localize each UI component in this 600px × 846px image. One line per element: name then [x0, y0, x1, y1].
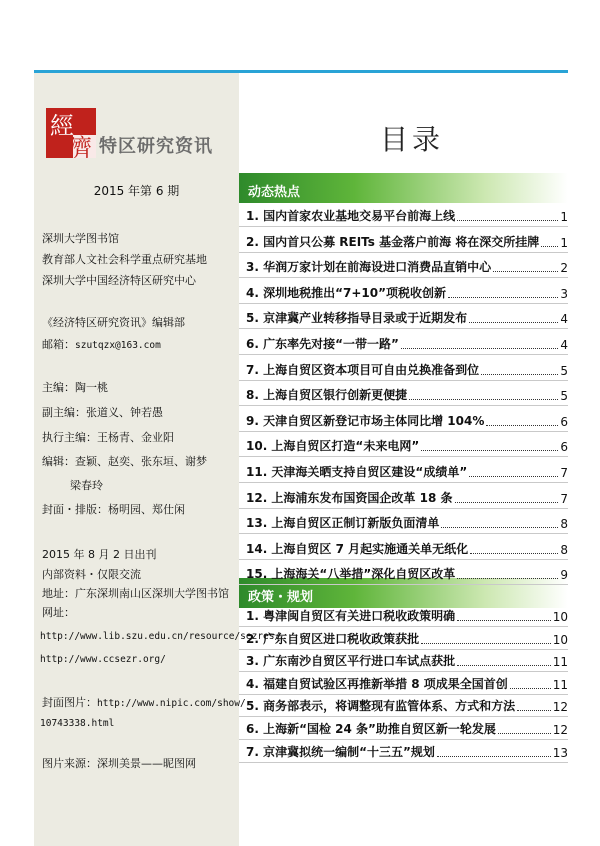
toc-entry[interactable] [246, 560, 568, 582]
toc-entry-page: 5 [560, 363, 568, 378]
toc-entry-title: 11. 天津海关晒支持自贸区建设“成绩单” [246, 465, 468, 479]
toc-entry-page: 11 [552, 677, 568, 692]
logo-char-top: 經 [50, 112, 74, 140]
website-label: 网址： [42, 606, 75, 619]
toc-entry-page: 5 [560, 389, 568, 404]
dot-leader [498, 733, 551, 734]
toc-entry-title: 5. 京津冀产业转移指导目录或于近期发布 [246, 311, 468, 326]
toc-entry-page: 8 [560, 542, 568, 557]
toc-entry-title: 7. 上海自贸区资本项目可自由兑换准备到位 [246, 362, 480, 377]
issue-number: 2015 年第 6 期 [93, 184, 180, 198]
sponsor-1: 深圳大学图书馆 [42, 232, 119, 245]
toc-entry-title: 1. 粤津闽自贸区有关进口税收政策明确 [246, 609, 456, 623]
email-label: 邮箱： [42, 338, 75, 351]
toc-entry-page: 4 [560, 338, 568, 352]
toc-entry-title: 14. 上海自贸区 7 月起实施通关单无纸化 [246, 541, 469, 556]
dot-leader [510, 688, 551, 689]
toc-entry-title: 6. 上海新“国检 24 条”助推自贸区新一轮发展 [246, 722, 496, 736]
dot-leader [486, 425, 558, 426]
cover-image-row [42, 696, 246, 711]
toc-entry[interactable] [246, 407, 568, 429]
toc-entry-page: 7 [560, 491, 568, 506]
toc-entry-page: 9 [560, 568, 568, 583]
toc-entry-page: 12 [552, 700, 568, 715]
logo-mark-icon [46, 108, 96, 158]
dot-leader [409, 399, 558, 400]
dot-leader [401, 348, 558, 349]
toc-entry[interactable] [246, 356, 568, 378]
toc-entry[interactable] [246, 625, 568, 647]
toc-entry[interactable] [246, 330, 568, 352]
toc-entry-title: 3. 华润万家计划在前海设进口消费品直销中心 [246, 260, 492, 275]
dot-leader [437, 756, 551, 757]
toc-entry[interactable] [246, 670, 568, 692]
toc-entry-title: 4. 深圳地税推出“7+10”项税收创新 [246, 285, 446, 300]
toc-entry-page: 11 [552, 655, 568, 670]
toc-entry-title: 8. 上海自贸区银行创新更便捷 [246, 388, 408, 403]
toc-entry-title: 10. 上海自贸区打造“未来电网” [246, 439, 420, 454]
toc-entry-title: 13. 上海自贸区正制订新版负面清单 [246, 516, 440, 531]
editors-continued: 梁春玲 [70, 479, 103, 492]
dot-leader [481, 374, 558, 375]
toc-entry-title: 12. 上海浦东发布国资国企改革 18 条 [246, 490, 453, 505]
image-source: 图片来源：深圳美景——昵图网 [42, 757, 196, 770]
toc-entry[interactable] [246, 458, 568, 480]
internal-note: 内部资料・仅限交流 [42, 568, 141, 581]
website-url-2[interactable]: http://www.ccsezr.org/ [40, 654, 166, 665]
toc-entry[interactable] [246, 253, 568, 275]
website-url-1[interactable]: http://www.lib.szu.edu.cn/resource/sezres/ [40, 631, 281, 642]
toc-entry[interactable] [246, 715, 568, 737]
dot-leader [517, 710, 551, 711]
email-address[interactable]: szutqzx@163.com [75, 340, 161, 351]
cover-image-url[interactable]: http://www.nipic.com/show/ [97, 698, 246, 709]
address: 地址：广东深圳南山区深圳大学图书馆 [42, 587, 229, 600]
sponsor-2: 教育部人文社会科学重点研究基地 [42, 253, 207, 266]
toc-entry[interactable] [246, 228, 568, 250]
publish-date: 2015 年 8 月 2 日出刊 [42, 548, 157, 561]
dot-leader [457, 620, 551, 621]
dot-leader [455, 502, 559, 503]
toc-entry[interactable] [246, 602, 568, 624]
toc-entry-page: 10 [552, 610, 568, 624]
toc-entry-page: 3 [560, 286, 568, 301]
section-title: 动态热点 [248, 185, 301, 200]
toc-entry-page: 2 [560, 261, 568, 276]
toc-entry-title: 6. 广东率先对接“一带一路” [246, 337, 399, 351]
toc-entry[interactable] [246, 738, 568, 760]
dot-leader [457, 220, 558, 221]
section-title: 政策・规划 [248, 590, 314, 605]
dot-leader [448, 297, 558, 298]
toc-entry-title: 9. 天津自贸区新登记市场主体同比增 104% [246, 413, 485, 428]
toc-entry-title: 1. 国内首家农业基地交易平台前海上线 [246, 209, 456, 223]
toc-entry[interactable] [246, 432, 568, 454]
toc-entry-title: 15. 上海海关“八举措”深化自贸区改革 [246, 567, 456, 582]
toc-entry-page: 10 [552, 632, 568, 647]
dot-leader [541, 246, 558, 247]
toc-entry-page: 6 [560, 440, 568, 455]
layout-credit: 封面・排版：杨明园、郑仕闲 [42, 503, 185, 516]
dot-leader [441, 527, 558, 528]
email-row [42, 338, 161, 353]
toc-entry[interactable] [246, 535, 568, 557]
dot-leader [493, 271, 558, 272]
dot-leader [469, 476, 558, 477]
toc-entry-page: 8 [560, 517, 568, 532]
editors: 编辑：查颖、赵奕、张东垣、谢梦 [42, 455, 207, 468]
toc-entry[interactable] [246, 202, 568, 224]
toc-entry[interactable] [246, 381, 568, 403]
toc-entry-page: 1 [560, 210, 568, 224]
toc-entry-page: 7 [560, 466, 568, 480]
cover-image-url-continued[interactable]: 10743338.html [40, 718, 115, 729]
editorial-dept: 《经济特区研究资讯》编辑部 [42, 316, 185, 329]
toc-entry-title: 4. 福建自贸试验区再推新举措 8 项成果全国首创 [246, 676, 508, 691]
dot-leader [421, 643, 551, 644]
dot-leader [457, 578, 558, 579]
dot-leader [457, 665, 551, 666]
journal-logo [46, 108, 240, 158]
toc-entry[interactable] [246, 647, 568, 669]
dot-leader [421, 450, 558, 451]
toc-entry[interactable] [246, 692, 568, 714]
page-title: 目录 [380, 123, 445, 156]
toc-entry-title: 2. 国内首只公募 REITs 基金落户前海 将在深交所挂牌 [246, 234, 540, 249]
logo-char-bottom: 濟 [68, 134, 92, 158]
toc-entry[interactable] [246, 509, 568, 531]
toc-entry-page: 13 [552, 745, 568, 760]
toc-entry-title: 3. 广东南沙自贸区平行进口车试点获批 [246, 654, 456, 669]
sponsor-3: 深圳大学中国经济特区研究中心 [42, 274, 196, 287]
deputy-editor: 副主编：张道义、钟若愚 [42, 406, 163, 419]
toc-entry-title: 7. 京津冀拟统一编制“十三五”规划 [246, 744, 435, 759]
toc-entry-page: 6 [560, 414, 568, 429]
chief-editor: 主编：陶一桃 [42, 381, 108, 394]
cover-image-label: 封面图片： [42, 696, 97, 709]
toc-entry-title: 5. 商务部表示，将调整现有监管体系、方式和方法 [246, 699, 516, 714]
executive-editor: 执行主编：王杨青、金业阳 [42, 431, 174, 444]
logo-text: 特区研究资讯 [99, 136, 213, 157]
toc-entry[interactable] [246, 279, 568, 301]
toc-entry[interactable] [246, 484, 568, 506]
toc-entry-page: 1 [560, 235, 568, 250]
row-divider [239, 584, 568, 585]
toc-entry-page: 4 [560, 312, 568, 327]
dot-leader [470, 553, 558, 554]
toc-entry[interactable] [246, 304, 568, 326]
row-divider [239, 762, 568, 763]
toc-entry-page: 12 [552, 723, 568, 737]
dot-leader [469, 322, 558, 323]
toc-entry-title: 2. 广东自贸区进口税收政策获批 [246, 631, 420, 646]
